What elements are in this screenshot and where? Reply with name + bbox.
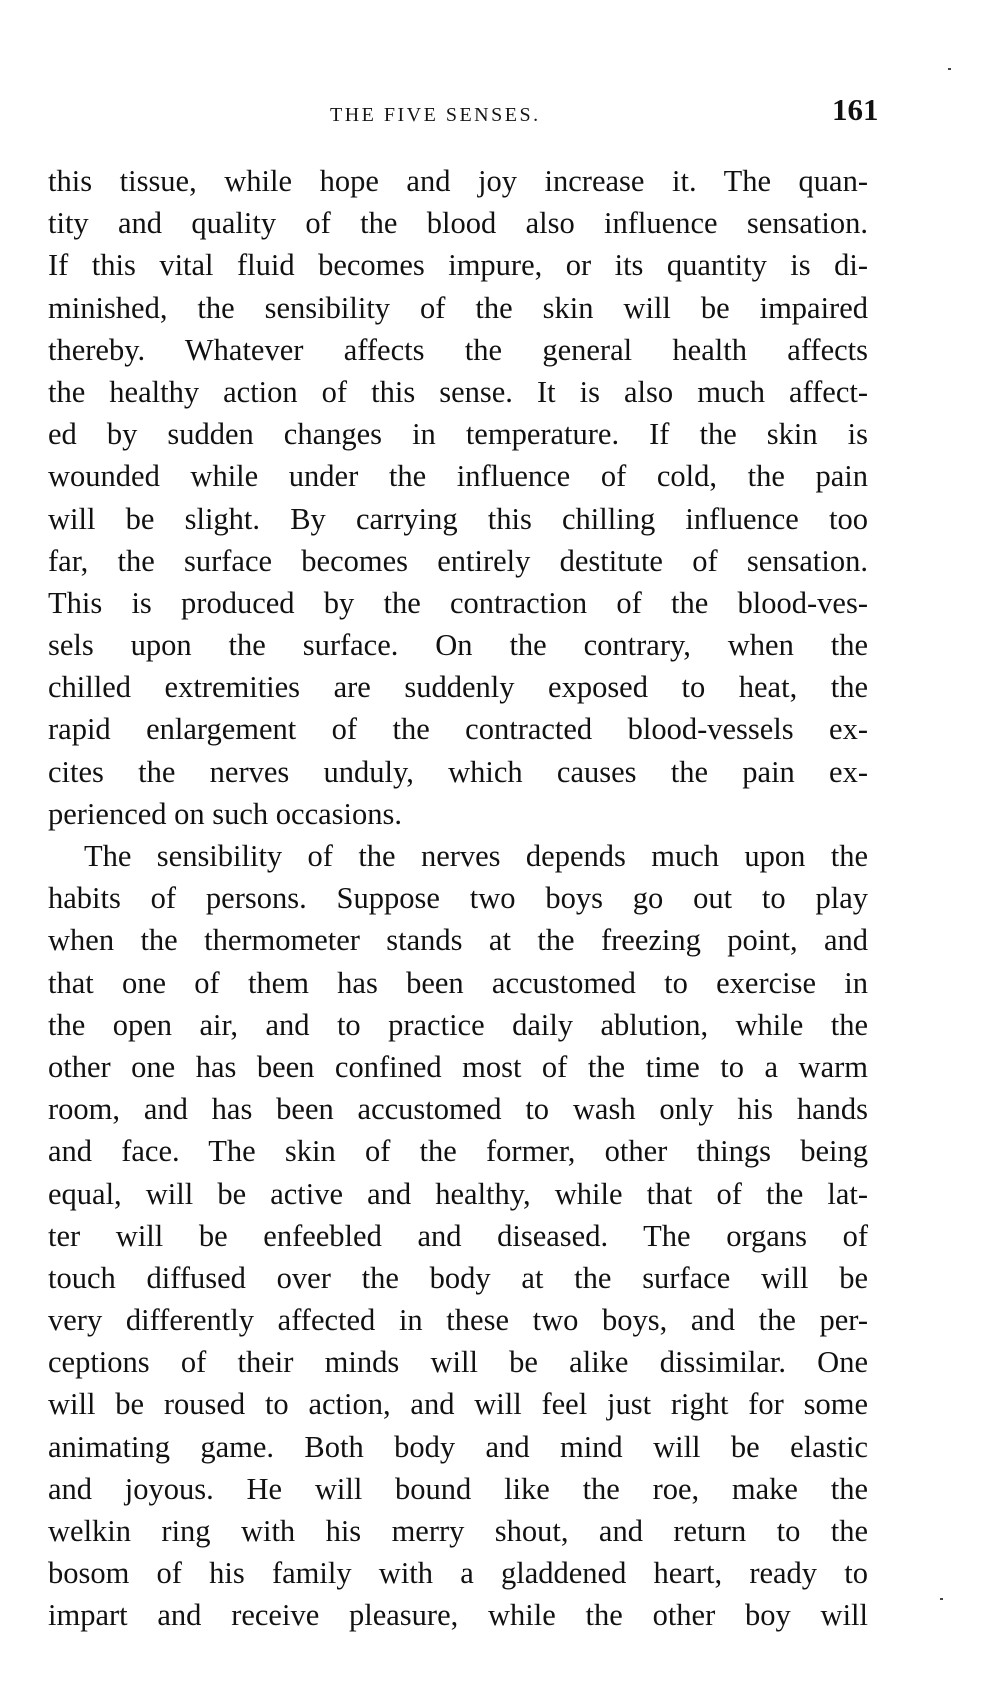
text-line: will be slight. By carrying this chilling influence too	[48, 501, 868, 536]
text-line: impart and receive pleasure, while the other boy will	[48, 1598, 868, 1633]
text-line: and joyous. He will bound like the roe, make the	[48, 1471, 868, 1506]
text-line: The sensibility of the nerves depends much upon the	[84, 839, 868, 873]
text-line: the healthy action of this sense. It is also much affect-	[48, 374, 868, 409]
text-line: cites the nerves unduly, which causes the pain ex-	[48, 754, 868, 789]
text-line: ceptions of their minds will be alike dissimilar. One	[48, 1345, 868, 1380]
page-number: 161	[832, 92, 879, 127]
text-line: that one of them has been accustomed to exercise in	[48, 965, 868, 1000]
text-line: chilled extremities are suddenly exposed to heat, the	[48, 670, 868, 705]
text-line: ed by sudden changes in temperature. If the skin is	[48, 417, 868, 452]
text-line: animating game. Both body and mind will be elastic	[48, 1429, 868, 1464]
scan-speck	[948, 68, 951, 70]
text-line: wounded while under the influence of cold, the pain	[48, 459, 868, 494]
text-line: rapid enlargement of the contracted blood-vessels ex-	[48, 712, 868, 747]
text-line: room, and has been accustomed to wash only his hands	[48, 1092, 868, 1127]
text-line: ter will be enfeebled and diseased. The organs of	[48, 1218, 868, 1253]
text-line: far, the surface becomes entirely destitute of sensation.	[48, 543, 868, 578]
text-line: other one has been confined most of the time to a warm	[48, 1049, 868, 1084]
scan-speck	[940, 1598, 943, 1600]
text-line: this tissue, while hope and joy increase it. The quan-	[48, 164, 868, 198]
paragraph	[48, 160, 868, 835]
text-line: touch diffused over the body at the surface will be	[48, 1260, 868, 1295]
text-line: perienced on such occasions.	[48, 796, 403, 831]
text-line: very differently affected in these two boys, and the per-	[48, 1303, 868, 1338]
text-line: minished, the sensibility of the skin will be impaired	[48, 290, 868, 325]
text-line: equal, will be active and healthy, while that of the lat-	[48, 1176, 868, 1211]
text-line: thereby. Whatever affects the general health affects	[48, 332, 868, 367]
text-line: If this vital fluid becomes impure, or its quantity is di-	[48, 248, 868, 283]
text-line: the open air, and to practice daily ablution, while the	[48, 1007, 868, 1042]
text-line: This is produced by the contraction of the blood-ves-	[48, 585, 868, 620]
text-line: when the thermometer stands at the freezing point, and	[48, 923, 868, 958]
text-line: habits of persons. Suppose two boys go out to play	[48, 881, 868, 916]
paragraph	[48, 835, 868, 1637]
running-title: THE FIVE SENSES.	[330, 104, 541, 126]
body-text	[48, 160, 868, 1637]
text-line: tity and quality of the blood also influence sensation.	[48, 206, 868, 241]
text-line: welkin ring with his merry shout, and return to the	[48, 1514, 868, 1548]
text-line: bosom of his family with a gladdened heart, ready to	[48, 1556, 868, 1591]
text-line: sels upon the surface. On the contrary, when the	[48, 628, 868, 663]
text-line: and face. The skin of the former, other things being	[48, 1134, 868, 1169]
text-line: will be roused to action, and will feel just right for some	[48, 1387, 868, 1422]
